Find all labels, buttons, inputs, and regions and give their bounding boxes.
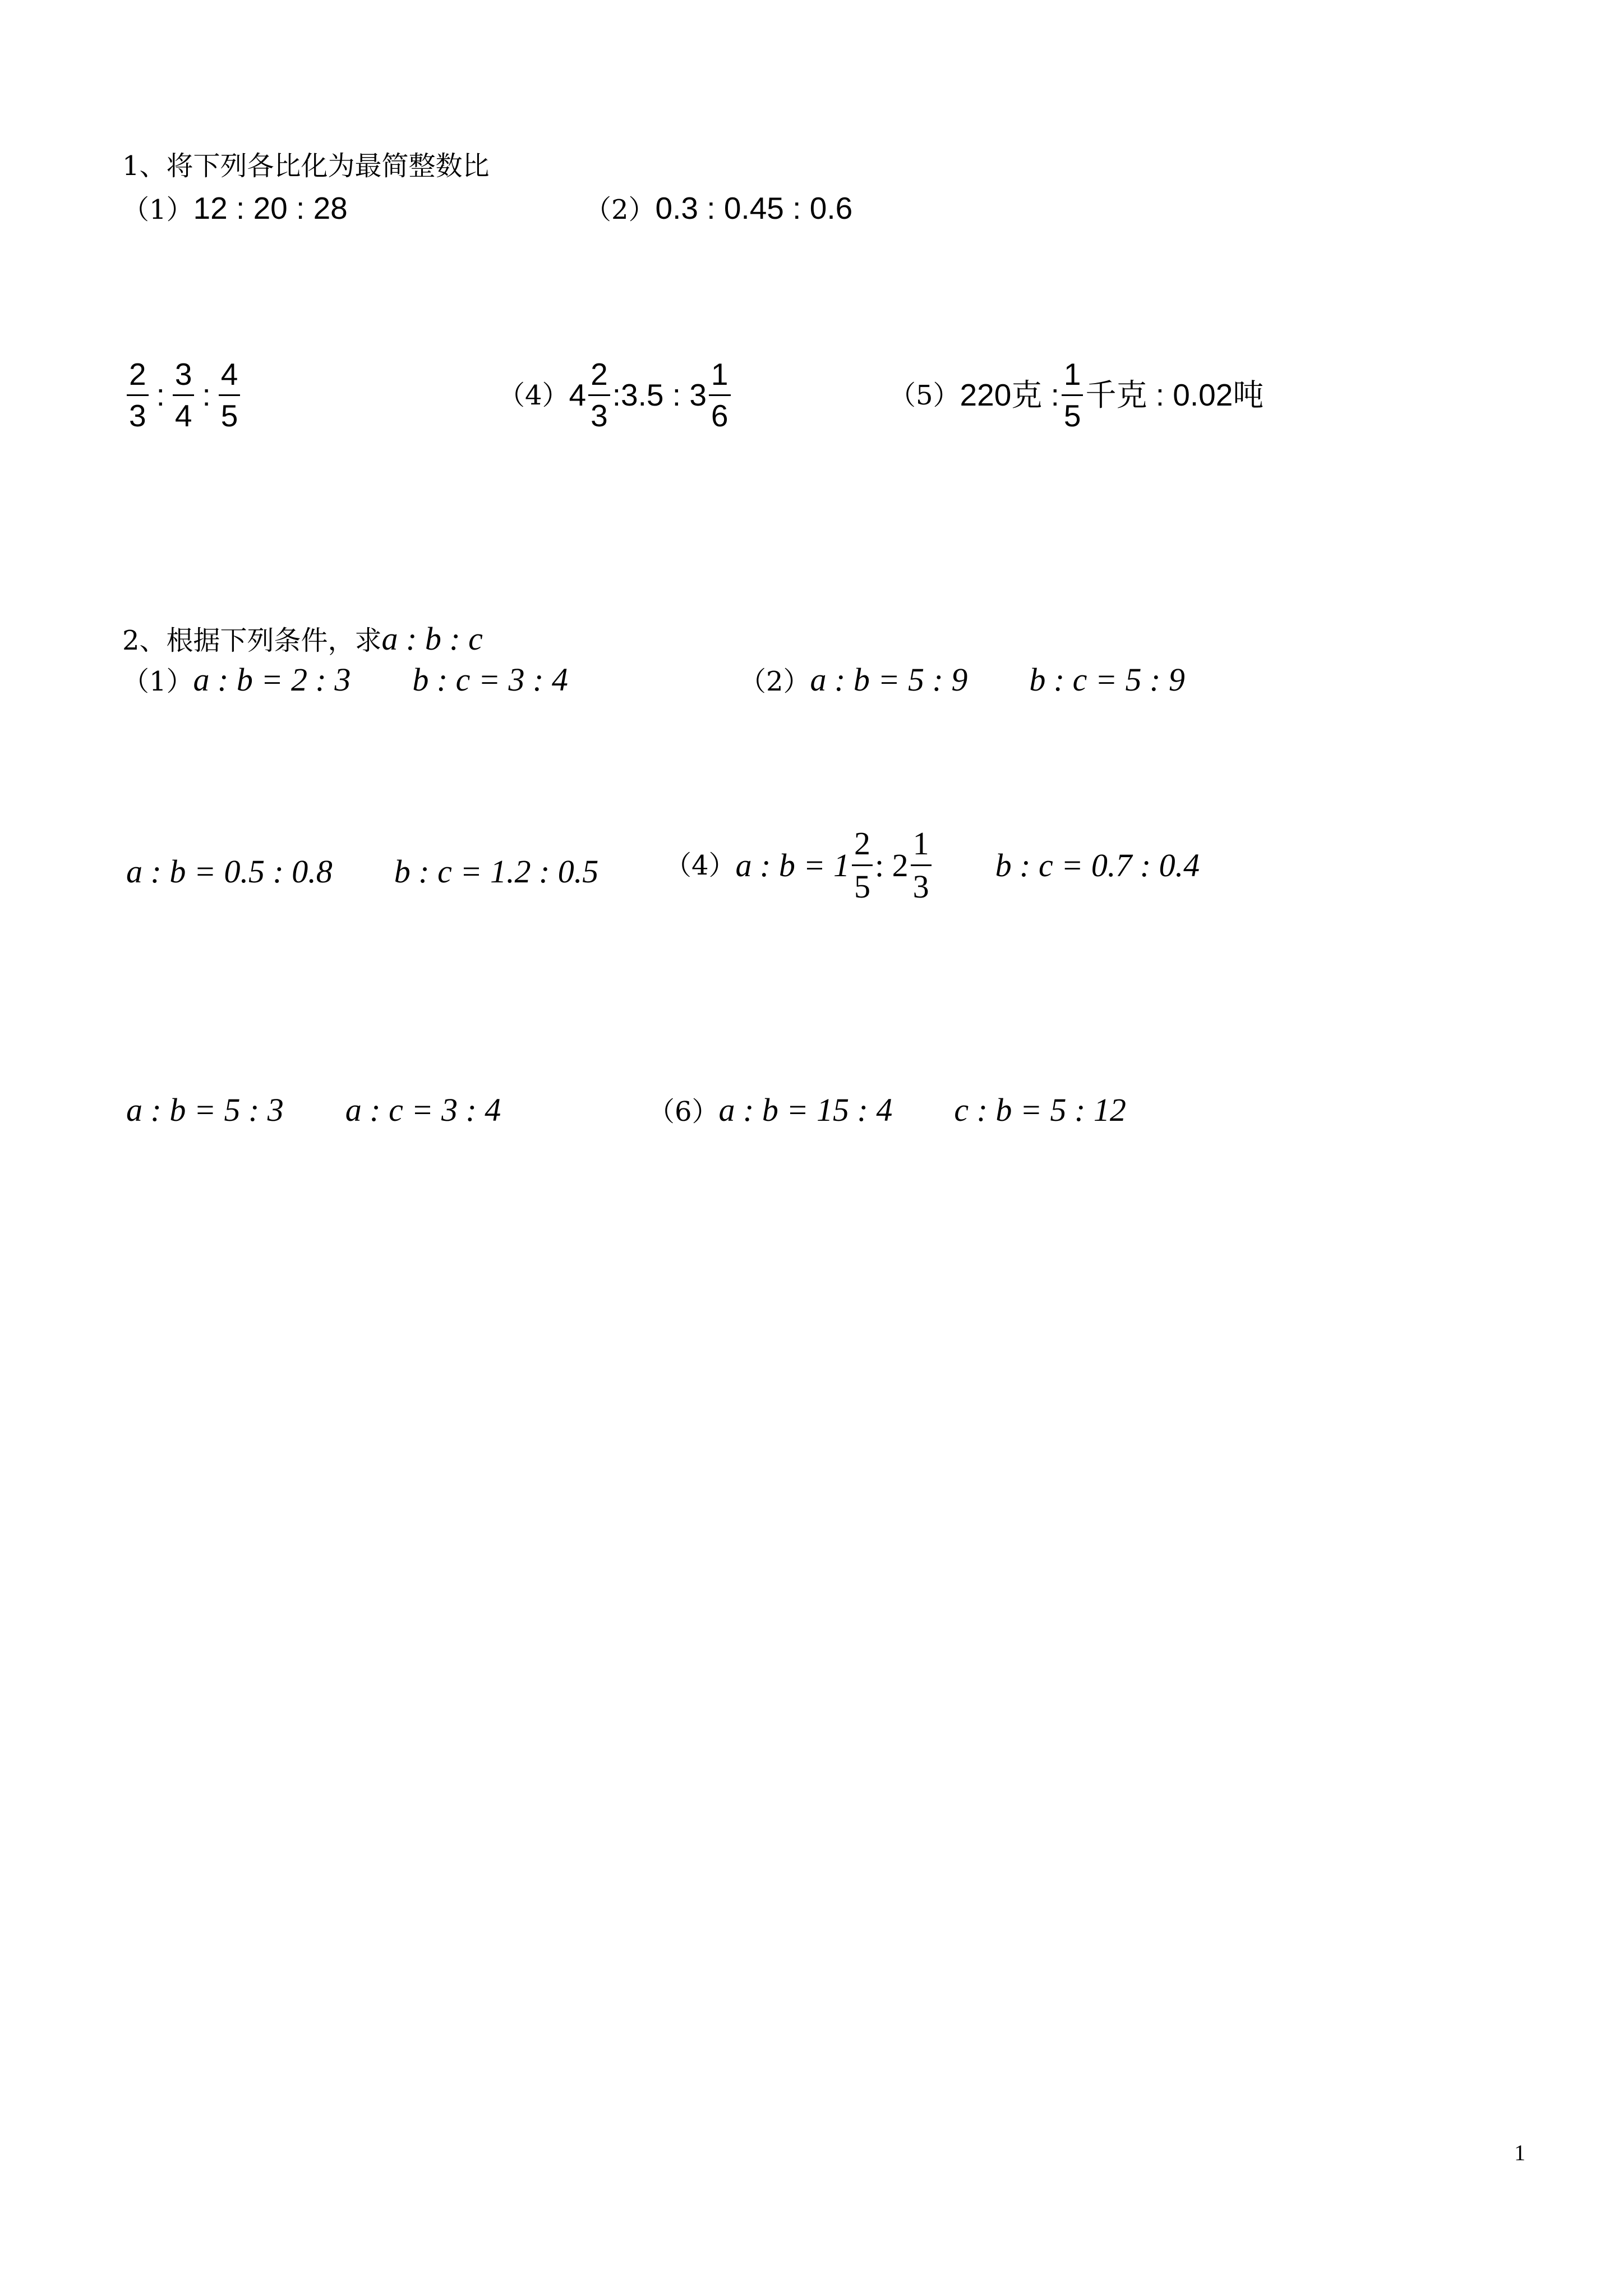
problem-label: （4） [665, 849, 736, 881]
problem-1-3: $\frac{2}{3}$ : $\frac{3}{4}$ : $\frac{4}{5}$ [125, 359, 242, 431]
problem-label: （5） [889, 379, 960, 411]
condition-left: a : b = 0.5 : 0.8 [126, 853, 333, 890]
problem-label: （2） [739, 666, 810, 697]
condition-middle: : 2 [875, 846, 909, 884]
problem-2-6 [648, 1094, 1126, 1126]
fraction: $\frac{1}{6}$ [709, 359, 731, 431]
section-2-title: 2、根据下列条件，求a : b : c [122, 620, 483, 657]
condition-left: a : b = 5 : 3 [126, 1092, 284, 1128]
condition-right: b : c = 5 : 9 [1029, 661, 1185, 698]
condition-right: c : b = 5 : 12 [954, 1092, 1126, 1128]
condition-left: a : b = 15 : 4 [718, 1092, 893, 1128]
problem-label: （1） [122, 666, 193, 697]
condition-right: a : c = 3 : 4 [345, 1092, 501, 1128]
target-ratio: a : b : c [381, 620, 483, 657]
problem-1-4 [498, 359, 733, 431]
ratio-middle: :3.5 : 3 [612, 378, 707, 412]
problem-2-1 [122, 661, 568, 698]
fraction: $\frac{2}{3}$ [588, 359, 610, 431]
condition-right: b : c = 1.2 : 0.5 [394, 853, 599, 890]
problem-label: （6） [648, 1096, 719, 1128]
fraction: $\frac{1}{5}$ [1062, 359, 1083, 431]
page-number: 1 [1514, 2140, 1525, 2165]
ratio-expression: 12 : 20 : 28 [193, 191, 348, 226]
ratio-prefix: 220克 : [960, 378, 1059, 412]
problem-2-4 [665, 827, 1200, 903]
fraction: $\frac{4}{5}$ [219, 359, 241, 431]
problem-2-5 [126, 1094, 501, 1126]
problem-label: （1） [122, 194, 193, 226]
fraction: $\frac{3}{4}$ [173, 359, 195, 431]
problem-label: （4） [498, 379, 569, 411]
condition-right: b : c = 0.7 : 0.4 [995, 846, 1200, 884]
whole-number: 4 [569, 378, 587, 412]
ratio-suffix: 千克 : 0.02吨 [1085, 378, 1264, 412]
condition-prefix: a : b = 1 [735, 846, 850, 884]
condition-left: a : b = 5 : 9 [810, 661, 968, 698]
fraction: $\frac{2}{5}$ [852, 827, 873, 903]
fraction: $\frac{1}{3}$ [911, 827, 932, 903]
problem-1-5 [889, 359, 1264, 431]
problem-1-2 [584, 193, 852, 224]
ratio-expression: 0.3 : 0.45 : 0.6 [655, 191, 853, 226]
section-1-title: 1、将下列各比化为最简整数比 [122, 150, 490, 182]
problem-2-3 [126, 855, 598, 888]
problem-1-1 [122, 193, 348, 224]
condition-right: b : c = 3 : 4 [412, 661, 568, 698]
condition-left: a : b = 2 : 3 [193, 661, 351, 698]
problem-2-2 [739, 661, 1185, 698]
fraction: $\frac{2}{3}$ [127, 359, 149, 431]
problem-label: （2） [584, 194, 656, 226]
